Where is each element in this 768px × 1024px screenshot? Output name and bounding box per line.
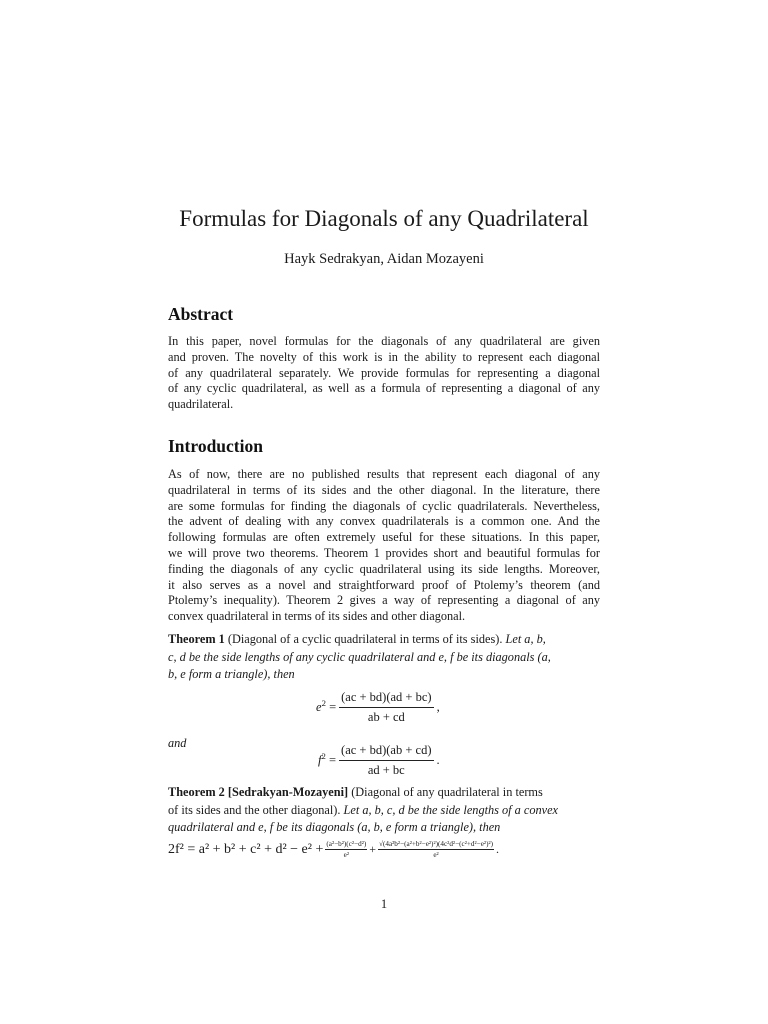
intro-line: we will prove two theorems. Theorem 1 provides short and beautiful formulas for	[168, 545, 600, 560]
abstract-heading: Abstract	[168, 304, 234, 324]
equation-2f-squared	[168, 840, 499, 859]
big-eq-frac2-den: e²	[433, 851, 439, 859]
abstract-line: quadrilateral.	[168, 397, 234, 412]
eq2-lhs-var: f	[318, 753, 322, 767]
eq2-denominator: ad + bc	[367, 763, 405, 777]
theorem-1-line	[168, 631, 600, 649]
theorem-2-label: Theorem 2	[168, 785, 225, 799]
intro-line: As of now, there are no published results that represent each diagonal of any	[168, 467, 600, 481]
theorem-2-line	[168, 802, 600, 820]
paper-authors: Hayk Sedrakyan, Aidan Mozayeni	[284, 251, 484, 267]
intro-line: it also serves as a novel and straightforward proof of Ptolemy’s theorem (and	[168, 577, 600, 592]
theorem-2-desc: of its sides and the other diagonal).	[168, 802, 341, 817]
big-eq-plus: +	[369, 842, 377, 856]
intro-line: Ptolemy’s inequality). Theorem 2 gives a way of representing a diagonal of any	[168, 593, 600, 608]
theorem-2	[168, 784, 600, 837]
theorem-1-label: Theorem 1	[168, 632, 225, 646]
equation-e-squared: $e^2$ = $\frac{(ac + bd)(ad + bc)}{ab + cd}$ ,	[316, 690, 440, 724]
eq1-numerator: (ac + bd)(ad + bc)	[339, 690, 433, 708]
eq1-denominator: ab + cd	[367, 710, 405, 724]
theorem-1-stmt: Let a, b,	[505, 632, 546, 646]
equation-f-squared: $f^2$ = $\frac{(ac + bd)(ab + cd)}{ad + bc}$ .	[318, 743, 440, 777]
theorem-2-stmt: Let a, b, c, d be the side lengths of a convex	[343, 802, 559, 817]
big-eq-fraction-1	[325, 840, 367, 859]
abstract-line: of any quadrilateral separately. We provide formulas for representing a diagonal	[168, 365, 600, 380]
paper-title: Formulas for Diagonals of any Quadrilateral	[179, 206, 589, 231]
eq2-fraction	[339, 743, 433, 778]
intro-line: finding the diagonals of any cyclic quadrilateral using its side lengths. Moreover,	[168, 561, 600, 576]
theorem-2-line	[168, 784, 600, 802]
theorem-1-desc: (Diagonal of a cyclic quadrilateral in terms of its sides).	[227, 632, 503, 646]
intro-line: quadrilateral in terms of its sides and the other diagonal. In the literature, there	[168, 482, 600, 497]
big-eq-frac1-num: (a²−b²)(c²−d²)	[326, 840, 367, 848]
abstract-paragraph	[168, 334, 600, 413]
big-eq-frac1-den: e²	[343, 851, 349, 859]
intro-line: the advent of dealing with any convex quadrilaterals is a common one. And the	[168, 514, 600, 529]
eq1-fraction	[339, 690, 433, 725]
eq1-tail: ,	[436, 700, 440, 714]
eq2-tail: .	[436, 753, 440, 767]
intro-line: convex quadrilateral in terms of its sides and other diagonal.	[168, 609, 466, 624]
theorem-1-stmt: c, d be the side lengths of any cyclic quadrilateral and e, f be its diagonals (a,	[168, 649, 551, 664]
big-eq-fraction-2	[378, 840, 494, 859]
theorem-2-desc: (Diagonal of any quadrilateral in terms	[351, 785, 543, 799]
abstract-line: of any cyclic quadrilateral, as well as a formula of representing a diagonal of any	[168, 381, 600, 396]
theorem-2-bracket: [Sedrakyan-Mozayeni]	[227, 785, 349, 799]
introduction-heading: Introduction	[168, 436, 263, 456]
big-eq-tail: .	[496, 842, 500, 856]
intro-line: are some formulas for finding the diagonals of cyclic quadrilaterals. Nevertheless,	[168, 498, 600, 513]
introduction-paragraph	[168, 467, 600, 625]
big-eq-lhs: 2f² = a² + b² + c² + d² − e² +	[168, 841, 324, 857]
eq1-lhs-var: e	[316, 700, 322, 714]
abstract-line: In this paper, novel formulas for the diagonals of any quadrilateral are given	[168, 334, 600, 348]
theorem-2-stmt: quadrilateral and e, f be its diagonals (a, b, e form a triangle), then	[168, 820, 501, 834]
eq2-numerator: (ac + bd)(ab + cd)	[339, 743, 433, 761]
big-eq-frac2-num: √(4a²b²−(a²+b²−e²)²)(4c²d²−(c²+d²−e²)²)	[379, 840, 494, 848]
theorem-1-stmt: b, e form a triangle), then	[168, 667, 295, 681]
intro-line: following formulas are often extremely useful for these situations. In this paper,	[168, 530, 600, 545]
page-number: 1	[380, 897, 388, 911]
abstract-line: and proven. The novelty of this work is in the ability to represent each diagonal	[168, 349, 600, 364]
theorem-1	[168, 631, 600, 684]
and-label: and	[168, 736, 187, 750]
